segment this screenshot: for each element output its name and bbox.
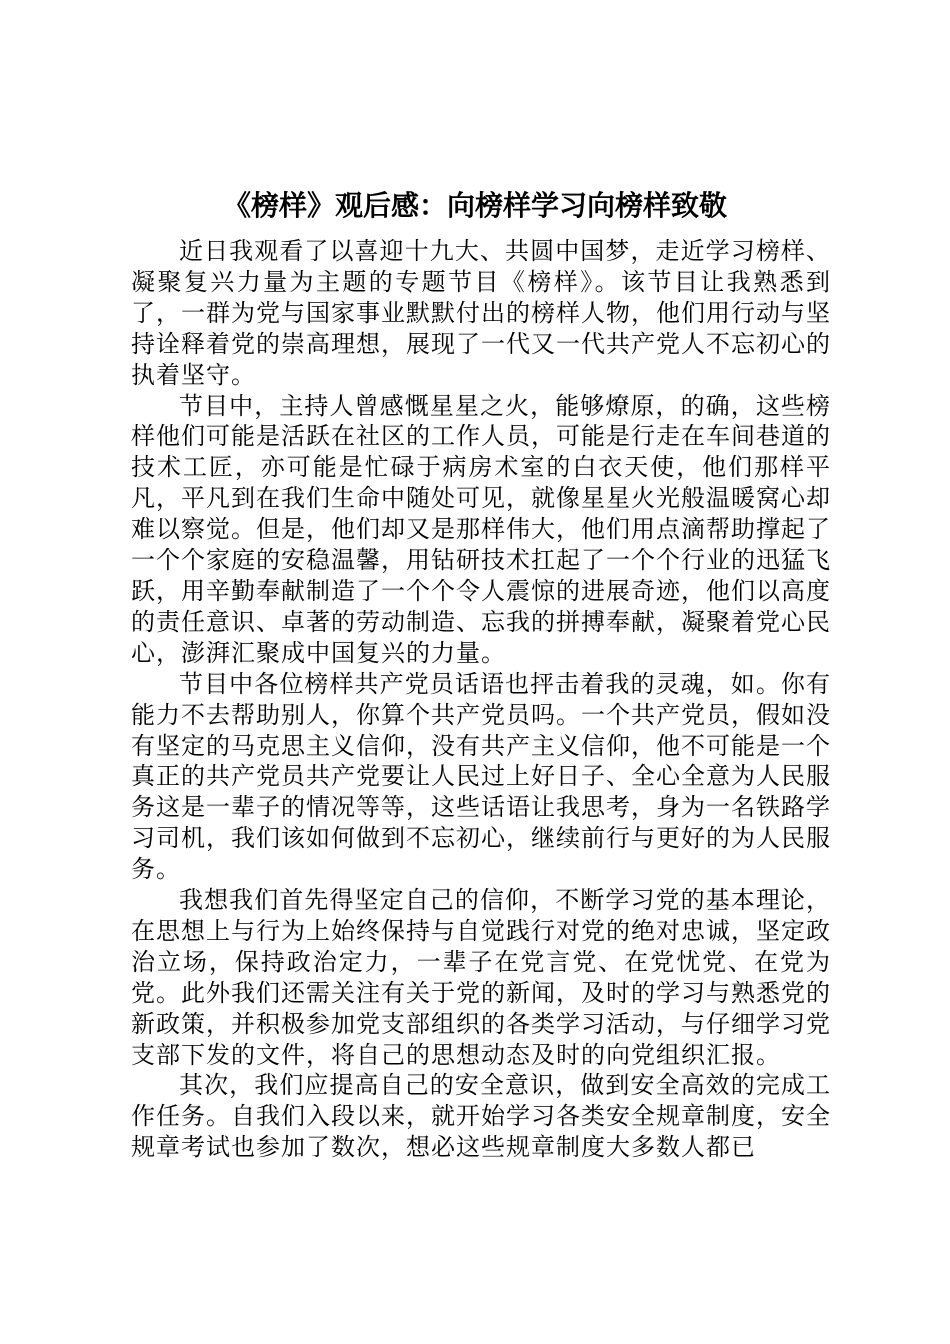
document-body <box>131 236 831 1163</box>
paragraph-4: 我想我们首先得坚定自己的信仰，不断学习党的基本理论，在思想上与行为上始终保持与自觉践行对党的绝对忠诚，坚定政治立场，保持政治定力，一辈子在党言党、在党忧党、在党为党。此外我们还需关注有关于党的新闻，及时的学习与熟悉党的新政策，并积极参加党支部组织的各类学习活动，与仔细学习党支部下发的文件，将自己的思想动态及时的向党组织汇报。 <box>131 886 831 1069</box>
paragraph-1: 近日我观看了以喜迎十九大、共圆中国梦，走近学习榜样、凝聚复兴力量为主题的专题节目《榜样》。该节目让我熟悉到了，一群为党与国家事业默默付出的榜样人物，他们用行动与坚持诠释着党的崇高理想，展现了一代又一代共产党人不忘初心的执着坚守。 <box>131 237 831 389</box>
paragraph-3: 节目中各位榜样共产党员话语也抨击着我的灵魂，如。你有能力不去帮助别人，你算个共产党员吗。一个共产党员，假如没有坚定的马克思主义信仰，没有共产主义信仰，他不可能是一个真正的共产党员共产党要让人民过上好日子、全心全意为人民服务这是一辈子的情况等等，这些话语让我思考，身为一名铁路学习司机，我们该如何做到不忘初心，继续前行与更好的为人民服务。 <box>131 669 831 884</box>
paragraph-2: 节目中，主持人曾感慨星星之火，能够燎原，的确，这些榜样他们可能是活跃在社区的工作人员，可能是行走在车间巷道的技术工匠，亦可能是忙碌于病房术室的白衣天使，他们那样平凡，平凡到在我们生命中随处可见，就像星星火光般温暖窝心却难以察觉。但是，他们却又是那样伟大，他们用点滴帮助撑起了一个个家庭的安稳温馨，用钻研技术扛起了一个个行业的迅猛飞跃，用辛勤奉献制造了一个个令人震惊的进展奇迹，他们以高度的责任意识、卓著的劳动制造、忘我的拼搏奉献，凝聚着党心民心，澎湃汇聚成中国复兴的力量。 <box>131 391 831 667</box>
document-title: 《榜样》观后感：向榜样学习向榜样致敬 <box>222 189 727 222</box>
paragraph-5: 其次，我们应提高自己的安全意识，做到安全高效的完成工作任务。自我们入段以来，就开始学习各类安全规章制度，安全规章考试也参加了数次，想必这些规章制度大多数人都已 <box>131 1071 831 1162</box>
